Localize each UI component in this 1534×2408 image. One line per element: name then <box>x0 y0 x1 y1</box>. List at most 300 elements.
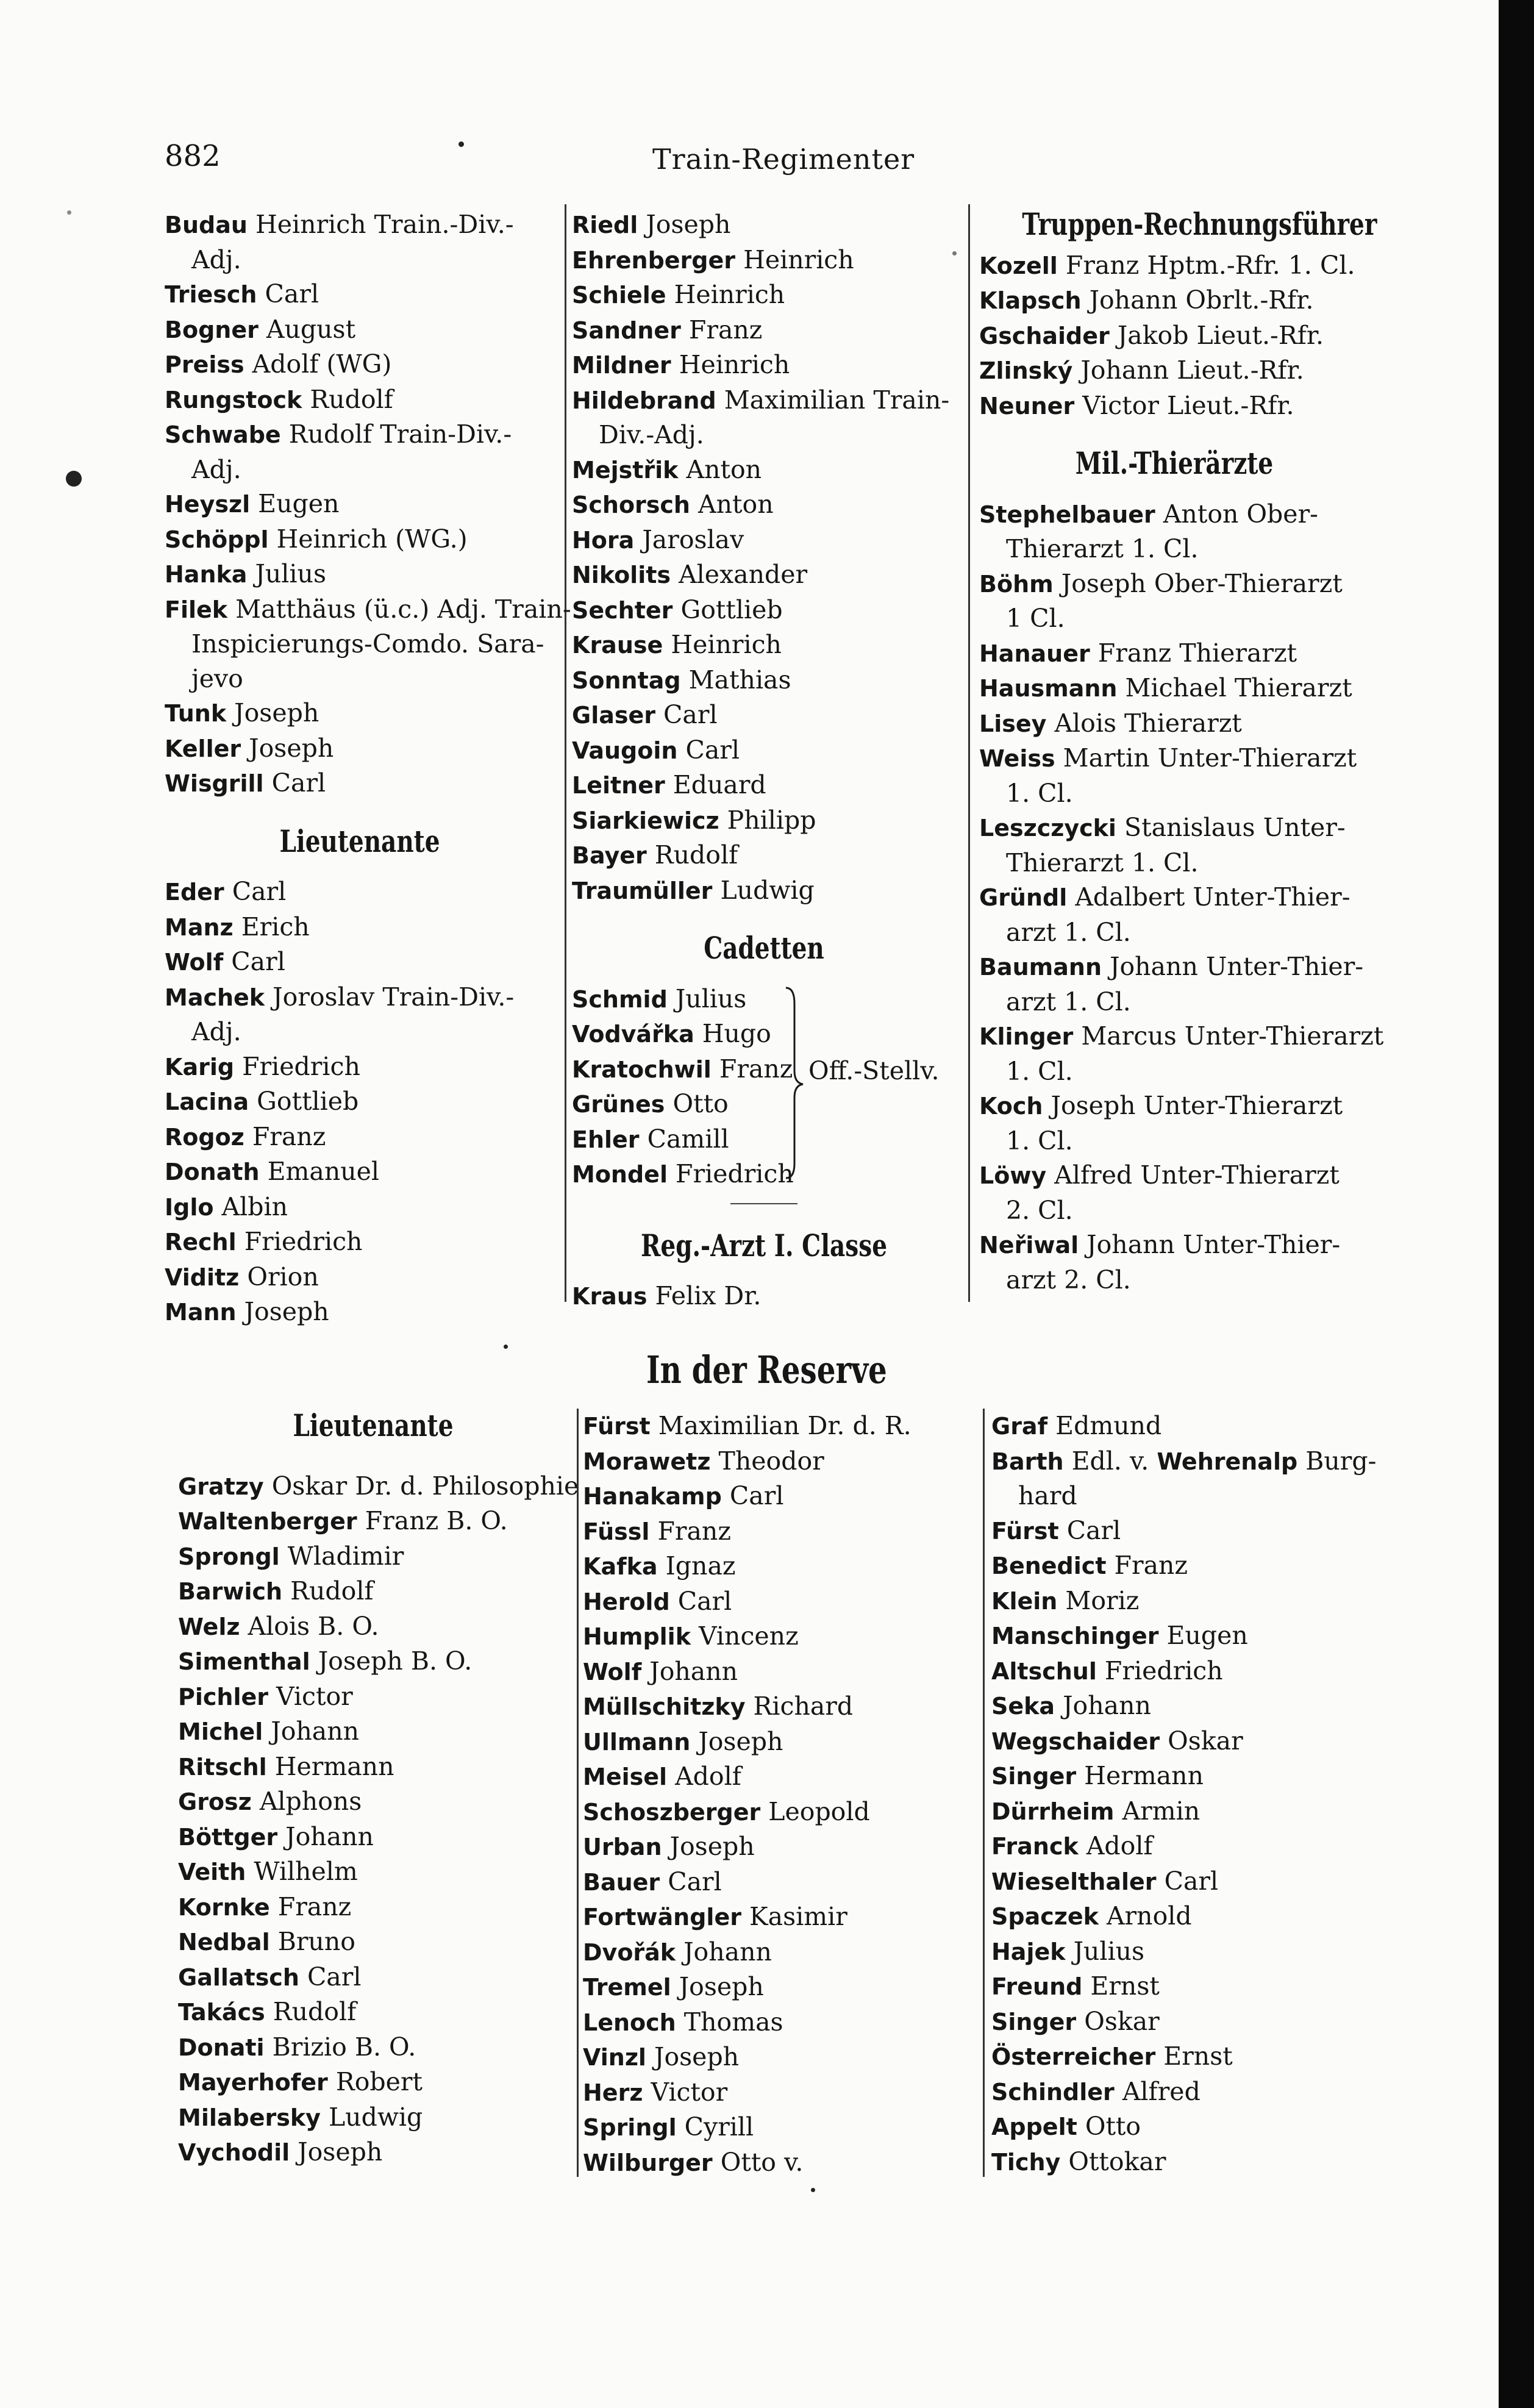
entry-continuation: arzt 1. Cl. <box>1006 987 1131 1016</box>
list-entry <box>572 487 956 523</box>
surname: Filek <box>165 596 228 623</box>
reserve-list <box>583 1409 973 2180</box>
list-entry <box>165 1295 555 1330</box>
given-name-and-rank: Erich <box>241 912 310 941</box>
given-name-and-rank: Carl <box>663 700 718 729</box>
surname: Krause <box>572 632 663 659</box>
entry-continuation: hard <box>1018 1481 1077 1510</box>
surname: Schöppl <box>165 526 269 553</box>
surname: Glaser <box>572 702 655 729</box>
given-name-and-rank: Victor <box>651 2077 728 2107</box>
surname: Mondel <box>572 1161 668 1188</box>
given-name-and-rank: Gottlieb <box>257 1087 359 1116</box>
list-entry <box>165 980 555 1015</box>
list-entry <box>572 1157 956 1192</box>
list-entry <box>979 318 1369 354</box>
given-name-and-rank: Julius <box>255 559 326 588</box>
list-entry <box>572 452 956 488</box>
given-name-and-rank: Anton <box>698 490 774 519</box>
given-name-and-rank: Joseph Unter-Thierarzt <box>1051 1091 1343 1120</box>
section-heading-rechnungsfuehrer: Truppen-Rechnungsführer <box>1022 206 1377 242</box>
surname: Meisel <box>583 1763 668 1790</box>
list-entry <box>165 1260 555 1295</box>
given-name-and-rank: Moriz <box>1065 1585 1140 1615</box>
given-name-and-rank: Franz <box>252 1121 326 1151</box>
given-name-and-rank: Carl <box>307 1962 362 1992</box>
given-name-and-rank: Jakob Lieut.-Rfr. <box>1117 320 1324 350</box>
rank-part: Burg- <box>1305 1446 1377 1476</box>
surname: Bogner <box>165 316 259 343</box>
given-name-and-rank: Franz Thierarzt <box>1097 638 1297 668</box>
section-heading-thieraerzte: Mil.-Thierärzte <box>1075 445 1274 481</box>
given-name-and-rank: Robert <box>335 2067 423 2096</box>
list-entry <box>991 1829 1382 1864</box>
list-entry <box>165 347 555 382</box>
given-name-and-rank: Marcus Unter-Thierarzt <box>1081 1021 1384 1051</box>
list-entry <box>979 388 1369 424</box>
given-name-and-rank: Anton Ober- <box>1163 499 1319 529</box>
list-entry <box>178 1784 568 1820</box>
given-name-and-rank: Johann <box>1063 1691 1151 1720</box>
list-entry <box>572 733 956 768</box>
entry-continuation: 1. Cl. <box>1006 1126 1073 1156</box>
given-name-and-rank: Johann Lieut.-Rfr. <box>1080 355 1304 385</box>
column-3 <box>979 206 1384 1297</box>
list-entry <box>178 1609 568 1645</box>
surname: Gründl <box>979 884 1068 911</box>
column-2 <box>572 207 956 1314</box>
surname: Klapsch <box>979 287 1082 314</box>
surname: Wolf <box>583 1658 642 1685</box>
given-name-and-rank: Edl. v. <box>1071 1446 1149 1476</box>
surname: Donati <box>178 2034 265 2061</box>
given-name-and-rank: Vincenz <box>699 1621 799 1651</box>
surname: Grünes <box>572 1091 665 1118</box>
list-entry <box>178 1504 568 1539</box>
list-entry <box>583 1724 973 1760</box>
surname: Schoszberger <box>583 1798 761 1826</box>
reserve-column-3 <box>991 1409 1382 2179</box>
surname: Hanauer <box>979 640 1090 667</box>
print-blot <box>66 471 82 487</box>
list-entry <box>572 838 956 873</box>
list-entry <box>572 627 956 663</box>
list-entry <box>979 283 1369 318</box>
surname: Sandner <box>572 316 681 344</box>
surname: Graf <box>991 1413 1048 1440</box>
list-entry <box>583 1759 973 1795</box>
list-entry <box>572 313 956 348</box>
given-name-and-rank: Joseph <box>698 1726 783 1756</box>
list-entry <box>979 706 1369 741</box>
surname: Löwy <box>979 1162 1047 1189</box>
list-entry <box>178 1714 568 1749</box>
given-name-and-rank: Rudolf <box>310 384 393 414</box>
given-name-and-rank: Joseph <box>244 1297 329 1326</box>
surname: Gratzy <box>178 1473 264 1500</box>
list-entry <box>178 1890 568 1925</box>
given-name-and-rank: Otto <box>672 1089 729 1118</box>
surname: Seka <box>991 1693 1055 1720</box>
list-entry <box>583 2110 973 2145</box>
list-entry <box>583 1514 973 1549</box>
given-name-and-rank: Wladimir <box>287 1541 404 1571</box>
given-name-and-rank: Maximilian Train- <box>724 385 950 415</box>
list-entry <box>165 1120 555 1155</box>
list-entry <box>165 277 555 312</box>
given-name-and-rank: Heinrich Train.-Div.- <box>255 210 514 239</box>
list-entry <box>991 2145 1382 2180</box>
entry-continuation: Thierarzt 1. Cl. <box>1006 534 1199 563</box>
surname: Fürst <box>583 1413 651 1440</box>
given-name-and-rank: Friedrich <box>242 1051 360 1081</box>
given-name-and-rank: Heinrich <box>743 245 854 274</box>
surname: Rogoz <box>165 1123 244 1151</box>
given-name-and-rank: Otto v. <box>720 2147 804 2177</box>
given-name-and-rank: Joseph <box>249 733 334 763</box>
cadet-group <box>572 982 956 1192</box>
given-name-and-rank: Oskar Dr. d. Philosophie <box>271 1471 579 1501</box>
reserve-list <box>178 1469 579 2170</box>
surname: Hora <box>572 526 635 554</box>
surname: Lenoch <box>583 2009 676 2036</box>
column-rule <box>565 204 566 1302</box>
list-entry <box>583 1865 973 1900</box>
surname: Eder <box>165 879 224 906</box>
given-name-and-rank: Rudolf <box>290 1576 374 1606</box>
list-entry <box>991 1864 1382 1899</box>
surname: Wisgrill <box>165 770 264 797</box>
surname: Preiss <box>165 351 244 378</box>
list-entry <box>165 874 555 910</box>
surname: Vychodil <box>178 2139 290 2166</box>
list-entry <box>991 1584 1382 1619</box>
given-name-and-rank: Franz <box>277 1892 352 1921</box>
given-name-and-rank: Franz <box>688 315 763 345</box>
surname: Schwabe <box>165 421 281 448</box>
given-name-and-rank: Joseph <box>234 698 319 727</box>
given-name-and-rank: August <box>266 314 356 344</box>
list-entry <box>583 2145 973 2181</box>
surname: Böhm <box>979 570 1054 598</box>
list-entry <box>991 1513 1382 1549</box>
surname: Manz <box>165 913 234 941</box>
surname: Donath <box>165 1159 260 1185</box>
surname: Tunk <box>165 700 227 727</box>
list-entry <box>583 1654 973 1690</box>
surname: Simenthal <box>178 1648 310 1675</box>
given-name-and-rank: Victor <box>276 1681 353 1711</box>
surname: Altschul <box>991 1657 1097 1685</box>
surname: Leszczycki <box>979 815 1116 841</box>
given-name-and-rank: Alexander <box>679 560 808 589</box>
column-1 <box>165 207 571 1330</box>
list-entry <box>178 1574 568 1609</box>
list-entry <box>572 663 956 698</box>
list-entry <box>165 417 555 452</box>
surname: Lisey <box>979 710 1047 737</box>
given-name-and-rank: Alois Thierarzt <box>1054 708 1242 738</box>
list-entry <box>572 383 956 418</box>
surname: Mayerhofer <box>178 2069 328 2096</box>
given-name-and-rank: Richard <box>753 1692 854 1721</box>
entry-continuation: Adj. <box>191 1017 241 1046</box>
veterinarian-list <box>979 497 1384 1298</box>
surname: Herold <box>583 1588 670 1615</box>
list-entry <box>583 1409 973 1444</box>
surname: Mildner <box>572 352 671 379</box>
list-entry <box>572 243 956 278</box>
list-entry <box>979 1227 1369 1263</box>
list-entry <box>979 636 1369 671</box>
surname: Sechter <box>572 596 673 624</box>
reserve-title: In der Reserve <box>646 1348 887 1392</box>
list-entry <box>979 566 1369 602</box>
given-name-and-rank: Joseph <box>654 2042 740 2071</box>
given-name-and-rank: Adolf <box>675 1762 741 1791</box>
given-name-and-rank: Wilhelm <box>254 1857 358 1886</box>
given-name-and-rank: Ernst <box>1090 1971 1160 2001</box>
given-name-and-rank: Alfred Unter-Thierarzt <box>1054 1160 1340 1190</box>
given-name-and-rank: Johann <box>285 1821 374 1851</box>
list-entry <box>583 1970 973 2005</box>
list-entry <box>178 2135 568 2170</box>
surname: Triesch <box>165 281 257 308</box>
list-entry <box>583 2005 973 2040</box>
surname: Hanakamp <box>583 1483 722 1510</box>
given-name-and-rank: Maximilian Dr. d. R. <box>658 1411 911 1440</box>
given-name-and-rank: Ignaz <box>665 1551 736 1581</box>
list-entry <box>572 803 956 838</box>
surname: Neřiwal <box>979 1232 1079 1259</box>
given-name-and-rank: Heinrich <box>674 280 785 309</box>
list-entry <box>991 1548 1382 1584</box>
list-entry <box>979 810 1369 846</box>
list-entry <box>178 2065 568 2100</box>
given-name-and-rank: Alfred <box>1122 2076 1200 2106</box>
section-heading-reg-arzt: Reg.-Arzt I. Classe <box>640 1227 888 1263</box>
list-entry <box>178 1995 568 2030</box>
list-entry <box>583 1935 973 1970</box>
list-entry <box>583 2040 973 2075</box>
given-name-and-rank: Carl <box>1164 1866 1219 1896</box>
column-rule <box>983 1409 985 2177</box>
list-entry <box>572 768 956 803</box>
list-entry <box>165 1224 555 1260</box>
list-entry <box>572 523 956 558</box>
list-entry <box>178 1644 568 1679</box>
given-name-and-rank: Carl <box>685 735 740 765</box>
list-entry <box>165 312 555 348</box>
print-speck <box>67 210 71 215</box>
list-entry <box>583 1479 973 1514</box>
list-entry <box>178 1924 568 1960</box>
given-name-and-rank: Alois B. O. <box>248 1611 379 1641</box>
list-entry <box>991 2039 1382 2074</box>
surname: Fortwängler <box>583 1904 741 1931</box>
page-header <box>165 139 1335 188</box>
surname: Füssl <box>583 1518 650 1545</box>
surname: Zlinský <box>979 357 1073 384</box>
surname: Neuner <box>979 392 1075 420</box>
surname: Barwich <box>178 1578 283 1605</box>
list-entry <box>583 1829 973 1865</box>
reg-arzt-list <box>572 1279 956 1314</box>
list-entry <box>991 1794 1382 1829</box>
list-entry <box>165 207 555 243</box>
surname: Springl <box>583 2114 677 2141</box>
list-entry <box>583 1689 973 1724</box>
surname: Urban <box>583 1834 662 1860</box>
list-entry <box>165 557 555 592</box>
entry-continuation: Adj. <box>191 245 241 274</box>
given-name-and-rank: Hugo <box>702 1019 771 1048</box>
list-entry <box>178 2030 568 2065</box>
list-entry <box>991 1409 1382 1444</box>
surname: Kratochwil <box>572 1056 712 1083</box>
entry-continuation: 2. Cl. <box>1006 1195 1073 1225</box>
given-name-and-rank: Carl <box>729 1481 784 1510</box>
entry-continuation: 1. Cl. <box>1006 778 1073 808</box>
section-heading-reserve-lieutenante: Lieutenante <box>293 1407 454 1443</box>
officer-list <box>572 207 956 908</box>
given-name-and-rank: Joseph <box>669 1832 755 1861</box>
running-title: Train-Regimenter <box>652 143 915 176</box>
list-entry <box>165 1049 555 1085</box>
list-entry <box>165 592 571 627</box>
given-name-and-rank: Stanislaus Unter- <box>1124 813 1346 842</box>
given-name-and-rank: Adolf <box>1086 1831 1153 1860</box>
list-entry <box>583 1795 973 1830</box>
surname: Keller <box>165 735 241 762</box>
surname: Tichy <box>991 2148 1061 2176</box>
given-name-and-rank: Johann Obrlt.-Rfr. <box>1089 285 1314 315</box>
surname: Vaugoin <box>572 737 678 764</box>
surname: Schorsch <box>572 491 690 518</box>
list-entry <box>572 698 956 733</box>
list-entry <box>583 1444 973 1479</box>
given-name-and-rank: Armin <box>1122 1796 1200 1826</box>
list-entry <box>165 522 555 557</box>
given-name-and-rank: Hermann <box>274 1751 394 1781</box>
list-entry <box>178 1749 568 1785</box>
surname: Heyszl <box>165 491 251 518</box>
accountant-list <box>979 248 1369 424</box>
surname: Koch <box>979 1093 1043 1120</box>
reserve-list <box>991 1409 1382 2179</box>
given-name-and-rank: Orion <box>247 1262 319 1292</box>
surname: Böttger <box>178 1823 278 1851</box>
given-name-and-rank: Johann Unter-Thier- <box>1086 1230 1341 1259</box>
list-entry <box>165 1154 555 1190</box>
column-rule <box>577 1409 579 2177</box>
given-name-and-rank: Otto <box>1085 2112 1141 2141</box>
surname: Spaczek <box>991 1903 1099 1930</box>
surname: Fürst <box>991 1517 1059 1545</box>
list-entry <box>572 982 956 1017</box>
surname: Singer <box>991 2008 1077 2035</box>
surname: Vinzl <box>583 2044 646 2071</box>
list-entry <box>979 671 1369 706</box>
list-entry <box>178 1854 568 1890</box>
list-entry <box>583 2075 973 2110</box>
given-name-and-rank: Adalbert Unter-Thier- <box>1075 882 1350 912</box>
surname: Siarkiewicz <box>572 807 719 834</box>
given-name-and-rank: Franz Hptm.-Rfr. 1. Cl. <box>1065 250 1355 280</box>
entry-continuation: jevo <box>191 663 243 693</box>
given-name-and-rank: Leopold <box>768 1796 870 1826</box>
surname: Traumüller <box>572 877 713 904</box>
surname: Humplik <box>583 1623 691 1650</box>
given-name-and-rank: Martin Unter-Thierarzt <box>1063 743 1357 773</box>
reserve-column-2 <box>583 1409 973 2180</box>
given-name-and-rank: Johann <box>649 1656 738 1686</box>
surname: Morawetz <box>583 1448 711 1475</box>
surname: Dürrheim <box>991 1798 1115 1825</box>
surname: Baumann <box>979 954 1102 981</box>
surname: Hildebrand <box>572 387 716 414</box>
list-entry <box>165 766 555 801</box>
list-entry <box>979 1088 1369 1124</box>
surname: Milabersky <box>178 2104 321 2131</box>
given-name-and-rank: Brizio B. O. <box>272 2032 416 2062</box>
surname: Veith <box>178 1859 246 1885</box>
entry-continuation: 1. Cl. <box>1006 1056 1073 1086</box>
list-entry <box>583 1549 973 1584</box>
surname: Grosz <box>178 1788 252 1815</box>
list-entry <box>165 696 555 731</box>
surname: Wegschaider <box>991 1727 1160 1755</box>
list-entry <box>165 382 555 418</box>
list-entry <box>572 873 956 909</box>
surname: Klinger <box>979 1023 1074 1050</box>
list-entry <box>165 487 555 522</box>
given-name-and-rank: Carl <box>232 877 287 906</box>
list-entry <box>991 2109 1382 2145</box>
surname: Manschinger <box>991 1623 1159 1649</box>
list-entry <box>572 1122 956 1157</box>
given-name-and-rank: Albin <box>221 1191 288 1221</box>
given-name-and-rank: Victor Lieut.-Rfr. <box>1082 390 1294 420</box>
list-entry <box>178 1679 568 1715</box>
given-name-and-rank: Adolf (WG) <box>252 349 392 379</box>
list-entry <box>572 1087 956 1122</box>
list-entry <box>991 1618 1382 1654</box>
surname: Stephelbauer <box>979 501 1155 528</box>
entry-continuation: 1 Cl. <box>1006 604 1065 633</box>
given-name-and-rank: Carl <box>231 947 285 976</box>
given-name-and-rank: Kasimir <box>749 1902 847 1931</box>
list-entry <box>165 945 555 980</box>
given-name-and-rank: Friedrich <box>244 1227 363 1256</box>
list-entry <box>979 248 1369 284</box>
surname: Freund <box>991 1973 1083 2000</box>
surname: Nedbal <box>178 1929 270 1956</box>
brace-icon <box>782 985 807 1181</box>
surname: Vodvářka <box>572 1021 694 1048</box>
surname: Gschaider <box>979 322 1110 349</box>
surname: Ehrenberger <box>572 246 736 274</box>
officer-list <box>165 207 571 801</box>
surname: Wilburger <box>583 2149 713 2176</box>
list-entry <box>572 207 956 243</box>
surname: Appelt <box>991 2113 1077 2140</box>
column-rule <box>968 204 970 1302</box>
list-entry <box>991 1688 1382 1724</box>
list-entry <box>178 1820 568 1855</box>
section-heading-lieutenante: Lieutenante <box>279 823 440 859</box>
given-name-and-rank: Joroslav Train-Div.- <box>273 982 515 1012</box>
